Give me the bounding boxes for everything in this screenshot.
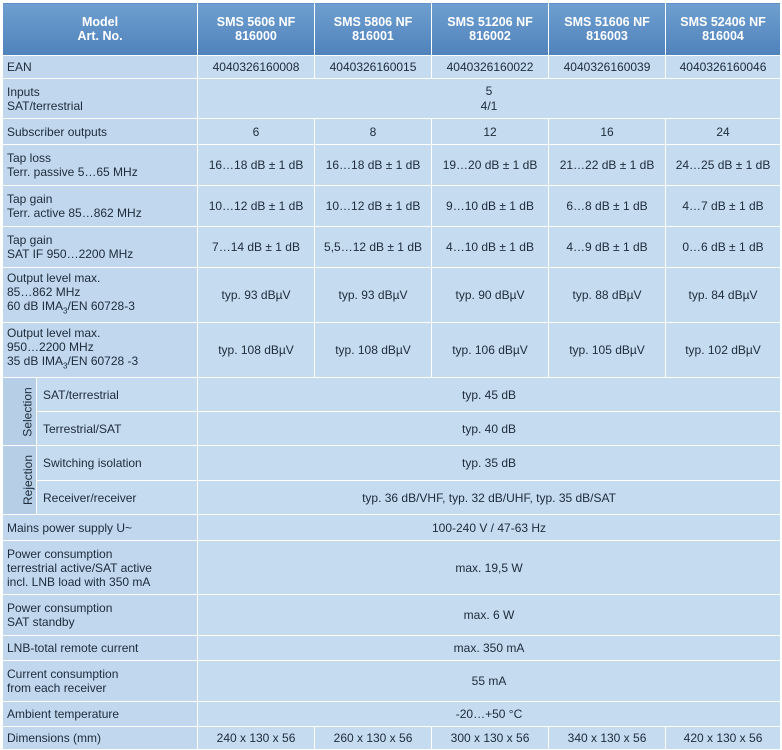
label-line: Tap loss: [7, 151, 52, 165]
table-row: [3, 661, 781, 702]
table-cell: 5,5…12 dB ± 1 dB: [315, 227, 432, 268]
row-label-inputs: [3, 79, 198, 119]
table-cell: -20…+50 °C: [198, 702, 781, 727]
model-header: [549, 3, 666, 56]
table-cell: 100-240 V / 47-63 Hz: [198, 515, 781, 541]
model-header: [432, 3, 549, 56]
table-cell: typ. 106 dBµV: [432, 323, 549, 378]
label-line: Output level max.: [7, 271, 101, 286]
model-art-no: 816001: [352, 29, 394, 43]
label-line: terrestrial active/SAT active: [7, 560, 152, 575]
label-line: Inputs: [7, 84, 40, 99]
row-label-tap-gain-sat: [3, 227, 198, 268]
table-cell: 4…7 dB ± 1 dB: [666, 186, 781, 227]
label-subscript: 3: [63, 306, 68, 316]
label-line: Tap gain: [7, 233, 53, 247]
model-name: SMS 5806 NF: [333, 15, 413, 29]
table-row: [3, 323, 781, 378]
table-cell: 4040326160039: [549, 56, 666, 79]
row-label-dimensions: Dimensions (mm): [3, 727, 198, 750]
row-label-selection-sat-terr: SAT/terrestrial: [37, 378, 198, 412]
table-row: [3, 412, 781, 446]
label-line: Output level max.: [7, 326, 101, 341]
inputs-value: [198, 79, 781, 119]
table-cell: 7…14 dB ± 1 dB: [198, 227, 315, 268]
label-text: 60 dB IMA: [7, 299, 64, 314]
header-label-art: Art. No.: [77, 29, 123, 43]
spec-table: [2, 2, 781, 750]
model-art-no: 816004: [702, 29, 744, 43]
row-label-switching-isolation: Switching isolation: [37, 446, 198, 481]
table-cell: 6: [198, 119, 315, 145]
group-label-text: Rejection: [21, 454, 36, 506]
model-name: SMS 5606 NF: [216, 15, 296, 29]
table-cell: max. 350 mA: [198, 636, 781, 661]
table-row: [3, 727, 781, 750]
table-cell: 4040326160008: [198, 56, 315, 79]
table-row: [3, 79, 781, 119]
table-cell: 240 x 130 x 56: [198, 727, 315, 750]
table-cell: typ. 35 dB: [198, 446, 781, 481]
table-cell: 8: [315, 119, 432, 145]
table-cell: 24: [666, 119, 781, 145]
model-header: [198, 3, 315, 56]
table-cell: 16…18 dB ± 1 dB: [315, 145, 432, 186]
table-cell: typ. 90 dBµV: [432, 268, 549, 323]
table-cell: typ. 93 dBµV: [315, 268, 432, 323]
table-cell: max. 6 W: [198, 595, 781, 636]
table-cell: 4…9 dB ± 1 dB: [549, 227, 666, 268]
label-line: 950…2200 MHz: [7, 340, 94, 355]
label-line: 85…862 MHz: [7, 285, 81, 300]
table-cell: 55 mA: [198, 661, 781, 702]
label-text: /EN 60728-3: [67, 299, 135, 314]
row-label-power-active: [3, 541, 198, 595]
label-line: incl. LNB load with 350 mA: [7, 574, 151, 589]
table-cell: typ. 88 dBµV: [549, 268, 666, 323]
label-subscript: 3: [63, 361, 68, 371]
table-row: [3, 378, 781, 412]
table-row: [3, 56, 781, 79]
table-cell: 10…12 dB ± 1 dB: [198, 186, 315, 227]
row-label-tap-gain-terr: [3, 186, 198, 227]
table-cell: typ. 36 dB/VHF, typ. 32 dB/UHF, typ. 35 dB/SAT: [198, 481, 781, 515]
header-label-model: Model: [81, 15, 119, 29]
table-cell: 16…18 dB ± 1 dB: [198, 145, 315, 186]
label-line: SAT standby: [7, 615, 75, 629]
row-label-power-standby: [3, 595, 198, 636]
table-cell: 300 x 130 x 56: [432, 727, 549, 750]
table-row: [3, 636, 781, 661]
model-art-no: 816003: [586, 29, 628, 43]
table-cell: 340 x 130 x 56: [549, 727, 666, 750]
table-row: [3, 119, 781, 145]
table-cell: 16: [549, 119, 666, 145]
row-label-subscriber-outputs: Subscriber outputs: [3, 119, 198, 145]
table-cell: typ. 40 dB: [198, 412, 781, 446]
table-cell: 260 x 130 x 56: [315, 727, 432, 750]
model-header: [315, 3, 432, 56]
label-line: [7, 299, 197, 318]
label-line: SAT/terrestrial: [7, 98, 83, 113]
table-cell: 21…22 dB ± 1 dB: [549, 145, 666, 186]
header-row: [3, 3, 781, 56]
table-cell: max. 19,5 W: [198, 541, 781, 595]
table-cell: 4040326160046: [666, 56, 781, 79]
table-cell: 4040326160022: [432, 56, 549, 79]
label-line: Power consumption: [7, 546, 113, 561]
table-cell: 19…20 dB ± 1 dB: [432, 145, 549, 186]
table-cell: 0…6 dB ± 1 dB: [666, 227, 781, 268]
table-cell: 10…12 dB ± 1 dB: [315, 186, 432, 227]
label-line: SAT IF 950…2200 MHz: [7, 247, 134, 261]
group-label-selection: [3, 378, 37, 446]
inputs-total: 5: [485, 83, 493, 98]
model-header: [666, 3, 781, 56]
table-cell: typ. 105 dBµV: [549, 323, 666, 378]
model-art-no: 816000: [235, 29, 277, 43]
table-row: [3, 541, 781, 595]
table-cell: 12: [432, 119, 549, 145]
table-row: [3, 186, 781, 227]
model-art-no: 816002: [469, 29, 511, 43]
table-cell: typ. 93 dBµV: [198, 268, 315, 323]
row-label-selection-terr-sat: Terrestrial/SAT: [37, 412, 198, 446]
model-name: SMS 51206 NF: [447, 15, 533, 29]
model-name: SMS 51606 NF: [564, 15, 650, 29]
row-label-output-sat: [3, 323, 198, 378]
table-row: [3, 145, 781, 186]
table-row: [3, 227, 781, 268]
row-label-tap-loss: [3, 145, 198, 186]
row-label-current-receiver: [3, 661, 198, 702]
label-text: 35 dB IMA: [7, 354, 64, 369]
table-cell: 9…10 dB ± 1 dB: [432, 186, 549, 227]
table-cell: typ. 108 dBµV: [198, 323, 315, 378]
label-line: Terr. active 85…862 MHz: [7, 206, 142, 220]
label-line: Current consumption: [7, 667, 119, 681]
table-row: [3, 515, 781, 541]
table-cell: 4040326160015: [315, 56, 432, 79]
table-cell: typ. 84 dBµV: [666, 268, 781, 323]
row-label-ambient: Ambient temperature: [3, 702, 198, 727]
row-label-ean: EAN: [3, 56, 198, 79]
row-label-output-terr: [3, 268, 198, 323]
table-cell: 420 x 130 x 56: [666, 727, 781, 750]
header-label: [3, 3, 198, 56]
row-label-receiver-receiver: Receiver/receiver: [37, 481, 198, 515]
label-line: from each receiver: [7, 681, 107, 695]
table-row: [3, 702, 781, 727]
label-line: [7, 354, 197, 373]
inputs-split: 4/1: [480, 98, 498, 113]
table-row: [3, 446, 781, 481]
label-line: Tap gain: [7, 192, 53, 206]
table-cell: 24…25 dB ± 1 dB: [666, 145, 781, 186]
table-cell: 4…10 dB ± 1 dB: [432, 227, 549, 268]
label-line: Power consumption: [7, 601, 113, 615]
row-label-mains: Mains power supply U~: [3, 515, 198, 541]
table-cell: typ. 108 dBµV: [315, 323, 432, 378]
model-name: SMS 52406 NF: [680, 15, 766, 29]
table-cell: 6…8 dB ± 1 dB: [549, 186, 666, 227]
label-text: /EN 60728 -3: [67, 354, 139, 369]
table-row: [3, 268, 781, 323]
table-row: [3, 595, 781, 636]
table-cell: typ. 102 dBµV: [666, 323, 781, 378]
row-label-lnb-current: LNB-total remote current: [3, 636, 198, 661]
table-cell: typ. 45 dB: [198, 378, 781, 412]
table-row: [3, 481, 781, 515]
group-label-text: Selection: [20, 386, 35, 437]
label-line: Terr. passive 5…65 MHz: [7, 165, 138, 179]
group-label-rejection: [3, 446, 37, 515]
